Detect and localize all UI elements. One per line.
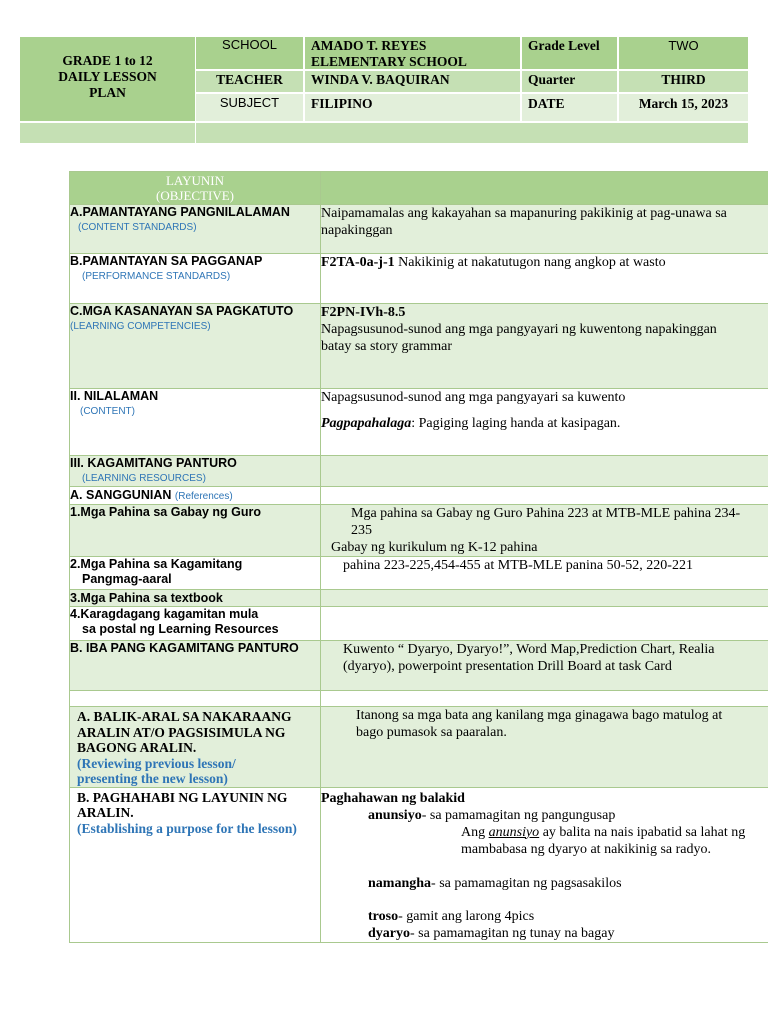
teacher-value: WINDA V. BAQUIRAN — [311, 72, 450, 87]
review-label-1: A. BALIK-ARAL SA NAKARAANG — [77, 709, 292, 724]
competencies-text-1: Napagsusunod-sunod ang mga pangyayari ng kuwentong napakinggan — [321, 322, 717, 337]
other-materials-row — [70, 641, 768, 691]
content-sub: (CONTENT) — [80, 406, 135, 417]
other-materials-label: B. IBA PANG KAGAMITANG PANTURO — [70, 641, 299, 655]
date-value: March 15, 2023 — [638, 96, 729, 111]
teacher-guide-label: 1.Mga Pahina sa Gabay ng Guro — [70, 505, 262, 519]
word-anunsiyo-def: - sa pamamagitan ng pangungusap — [421, 807, 616, 823]
word-dyaryo-def: - sa pamamagitan ng tunay na bagay — [410, 925, 615, 941]
values-text: : Pagiging laging handa at kasipagan. — [411, 416, 621, 431]
date-label: DATE — [528, 96, 565, 111]
header-blank-right — [195, 122, 749, 144]
competencies-label: C.MGA KASANAYAN SA PAGKATUTO — [70, 304, 294, 318]
resources-row — [70, 456, 768, 487]
word-namangha: namangha — [368, 875, 432, 891]
review-row — [70, 707, 768, 788]
example-word: anunsiyo — [488, 824, 540, 840]
references-sub: (References) — [174, 491, 233, 502]
lesson-plan-table — [69, 171, 768, 943]
additional-materials-label-1: 4.Karagdagang kagamitan mula — [70, 607, 259, 621]
purpose-sub: (Establishing a purpose for the lesson) — [77, 820, 297, 836]
content-text: Napagsusunod-sunod ang mga pangyayari sa kuwento — [321, 390, 626, 405]
purpose-row — [70, 787, 768, 942]
content-standards-text-2: napakinggan — [321, 223, 393, 238]
teacher-guide-text-1: Mga pahina sa Gabay ng Guro Pahina 223 at MTB-MLE pahina 234- — [351, 506, 741, 521]
review-text-1: Itanong sa mga bata ang kanilang mga ginagawa bago matulog at — [356, 708, 723, 723]
values-label: Pagpapahalaga — [321, 416, 412, 431]
other-materials-text-2: (dyaryo), powerpoint presentation Drill Board at task Card — [343, 659, 672, 674]
learner-materials-label-2: Pangmag-aaral — [82, 572, 172, 586]
content-row — [70, 389, 768, 456]
word-namangha-def: - sa pamamagitan ng pagsasakilos — [431, 875, 622, 891]
grade-value: TWO — [668, 38, 699, 53]
quarter-label: Quarter — [528, 72, 576, 87]
review-sub-2: presenting the new lesson) — [77, 771, 228, 786]
competencies-text-2: batay sa story grammar — [321, 339, 453, 354]
objective-title: LAYUNIN — [165, 173, 225, 188]
purpose-label-2: ARALIN. — [77, 805, 134, 820]
example-line-2: mambabasa ng dyaryo at nakikinig sa radyo. — [461, 841, 711, 857]
header-blank-left — [19, 122, 196, 144]
quarter-value: THIRD — [661, 72, 706, 87]
review-label-2: ARALIN AT/O PAGSISIMULA NG — [77, 724, 286, 740]
learner-materials-text: pahina 223-225,454-455 at MTB-MLE panina 50-52, 220-221 — [343, 558, 693, 573]
word-dyaryo: dyaryo — [368, 925, 410, 941]
content-standards-label: A.PAMANTAYANG PANGNILALAMAN — [70, 205, 290, 219]
review-label-3: BAGONG ARALIN. — [77, 740, 197, 755]
objective-subtitle: (OBJECTIVE) — [156, 188, 234, 203]
teacher-guide-text-2: 235 — [351, 523, 372, 538]
objective-row — [70, 172, 768, 205]
purpose-heading: Paghahawan ng balakid — [321, 790, 465, 806]
purpose-label-1: B. PAGHAHABI NG LAYUNIN NG — [77, 789, 288, 805]
teacher-guide-row — [70, 505, 768, 557]
resources-sub: (LEARNING RESOURCES) — [82, 473, 206, 484]
example-pre: Ang — [461, 824, 489, 840]
performance-text: Nakikinig at nakatutugon nang angkop at wasto — [394, 255, 666, 270]
content-standards-sub: (CONTENT STANDARDS) — [78, 222, 197, 233]
additional-materials-row — [70, 607, 768, 641]
competencies-row — [70, 304, 768, 389]
competencies-code: F2PN-IVh-8.5 — [321, 305, 406, 320]
content-standards-row — [70, 205, 768, 254]
textbook-label: 3.Mga Pahina sa textbook — [70, 591, 223, 605]
word-anunsiyo: anunsiyo — [368, 807, 422, 823]
review-sub-1: (Reviewing previous lesson/ — [77, 755, 236, 771]
spacer-row — [70, 691, 768, 707]
word-troso: troso — [368, 908, 399, 924]
word-troso-def: - gamit ang larong 4pics — [398, 908, 535, 924]
school-label: SCHOOL — [222, 37, 277, 52]
subject-value: FILIPINO — [311, 96, 373, 111]
content-label: II. NILALAMAN — [70, 389, 159, 403]
subject-label: SUBJECT — [219, 95, 280, 110]
header-title: GRADE 1 to 12 DAILY LESSON PLAN — [58, 53, 157, 100]
grade-label: Grade Level — [528, 38, 600, 53]
references-row — [70, 487, 768, 505]
teacher-label: TEACHER — [216, 72, 283, 87]
learner-materials-row — [70, 557, 768, 590]
resources-label: III. KAGAMITANG PANTURO — [70, 456, 237, 470]
teacher-guide-text-3: Gabay ng kurikulum ng K-12 pahina — [331, 540, 538, 555]
performance-standards-label: B.PAMANTAYAN SA PAGGANAP — [70, 254, 263, 268]
textbook-row — [70, 590, 768, 607]
school-value: AMADO T. REYES ELEMENTARY SCHOOL — [311, 38, 467, 69]
additional-materials-label-2: sa postal ng Learning Resources — [82, 622, 279, 636]
learner-materials-label-1: 2.Mga Pahina sa Kagamitang — [70, 557, 243, 571]
content-standards-text-1: Naipamamalas ang kakayahan sa mapanuring pakikinig at pag-unawa sa — [321, 206, 727, 221]
other-materials-text-1: Kuwento “ Dyaryo, Dyaryo!”, Word Map,Prediction Chart, Realia — [343, 642, 715, 657]
example-post: ay balita na nais ipabatid sa lahat ng — [539, 824, 746, 840]
review-text-2: bago pumasok sa paaralan. — [356, 725, 507, 740]
performance-standards-row — [70, 254, 768, 304]
competencies-sub: (LEARNING COMPETENCIES) — [70, 321, 211, 332]
performance-code: F2TA-0a-j-1 — [321, 255, 395, 270]
performance-standards-sub: (PERFORMANCE STANDARDS) — [82, 271, 231, 282]
references-label: A. SANGGUNIAN — [70, 488, 172, 502]
